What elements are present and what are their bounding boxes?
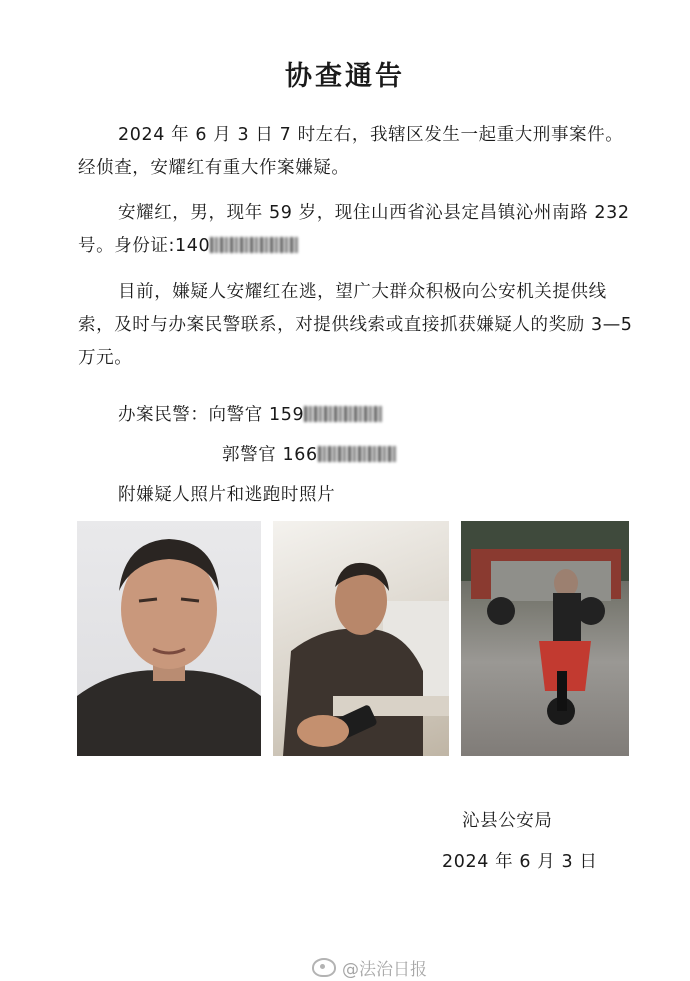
- suspect-info-paragraph: [78, 197, 633, 263]
- issue-date: 2024 年 6 月 3 日: [442, 852, 598, 872]
- suspect-portrait-illustration: [77, 521, 261, 756]
- suspect-sitting-photo: [273, 521, 449, 756]
- officer-2-name: 郭警官: [222, 445, 277, 465]
- issuing-authority: 沁县公安局: [462, 811, 553, 831]
- officer-1-name: 向警官: [208, 405, 263, 425]
- redacted-phone-2: [318, 446, 396, 462]
- photos-caption: 附嫌疑人照片和逃跑时照片: [118, 485, 336, 505]
- officer-1-line: [118, 401, 382, 426]
- contacts-label: 办案民警：: [118, 405, 209, 425]
- escape-cctv-illustration: [461, 521, 629, 756]
- weibo-icon: [312, 958, 336, 977]
- officer-2-line: [222, 441, 396, 466]
- suspect-portrait-photo: [77, 521, 261, 756]
- redacted-phone-1: [304, 406, 382, 422]
- suspect-info-text: 安耀红，男，现年 59 岁，现住山西省沁县定昌镇沁州南路 232 号。身份证:140: [78, 203, 630, 256]
- appeal-paragraph: 目前，嫌疑人安耀红在逃，望广大群众积极向公安机关提供线索，及时与办案民警联系，对提供线索或直接抓获嫌疑人的奖励 3—5 万元。: [78, 282, 633, 368]
- incident-paragraph: 2024 年 6 月 3 日 7 时左右，我辖区发生一起重大刑事案件。经侦查，安耀红有重大作案嫌疑。: [78, 125, 624, 178]
- notice-title: 协查通告: [285, 61, 405, 92]
- officer-1-phone: 159: [268, 405, 305, 425]
- watermark: [312, 955, 427, 980]
- redacted-id-number: [210, 237, 298, 253]
- watermark-text: @法治日报: [342, 960, 427, 980]
- escape-cctv-photo: [461, 521, 629, 756]
- suspect-sitting-illustration: [273, 521, 449, 756]
- officer-2-phone: 166: [282, 445, 318, 465]
